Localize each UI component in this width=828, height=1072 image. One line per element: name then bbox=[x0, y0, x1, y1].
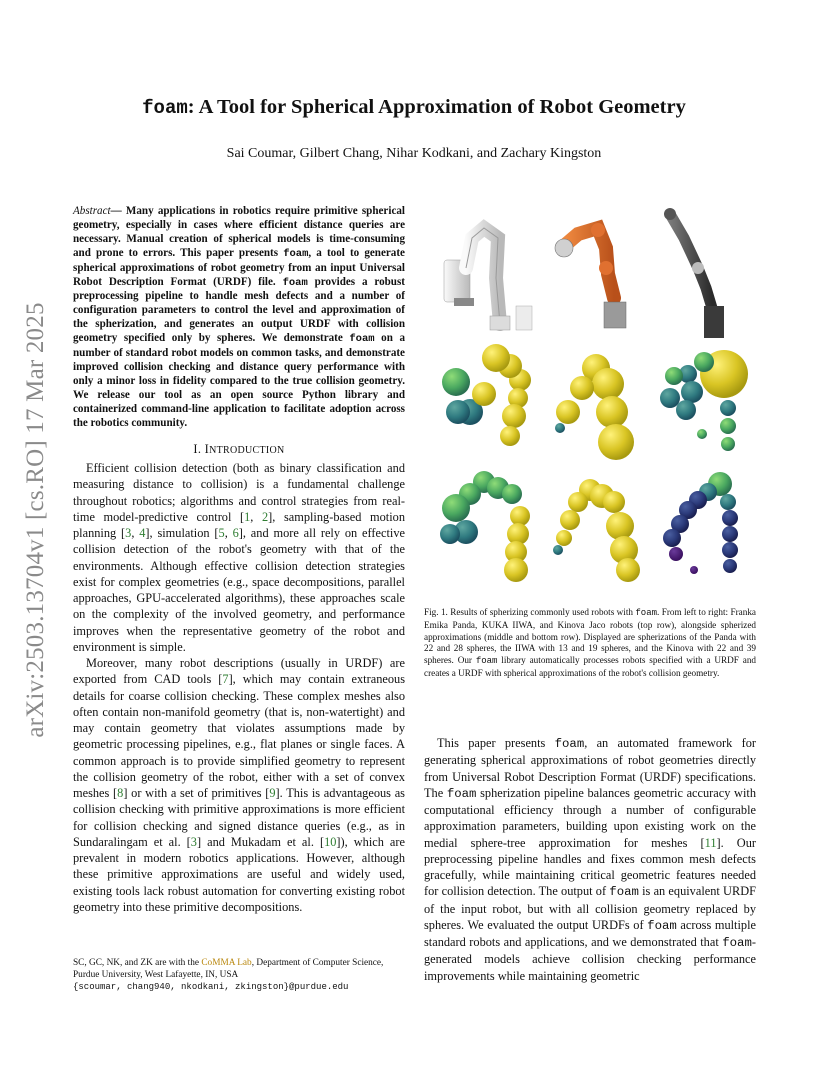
arxiv-identifier: arXiv:2503.13704v1 [cs.RO] 17 Mar 2025 bbox=[22, 302, 49, 738]
text: ], and more all rely on effective collision detection of the robot's geometry with that of the environments. Although effective collision detection strategies exist for complex geometries (e.g., space decompositions, parallel approaches, GPU-accelerated algorithms), these approaches scale on the complexity of the involved geometry, and performance improves when the representative geometry of the robot and environment is simple. bbox=[73, 526, 405, 654]
kinova-robot-mesh bbox=[664, 208, 724, 338]
kuka-spheres-19 bbox=[553, 479, 640, 582]
text: ], which may contain extraneous details for coarse collision checking. These complex meshes also often contain non-manifold geometry (that is, non-watertight) and may contain geometry that violates assumptions made by geometric processing pipelines, e.g., flat planes or single faces. A common approach is to provide simplified geometry to represent the collision geometry of the robot, either with a set of convex meshes [ bbox=[73, 672, 406, 800]
citation-link[interactable]: 9 bbox=[269, 786, 276, 800]
text: ] and Mukadam et al. [ bbox=[196, 834, 325, 849]
text: Fig. 1. Results of spherizing commonly used robots with bbox=[424, 607, 636, 617]
citation-link[interactable]: 2 bbox=[261, 509, 269, 524]
text: ]. Our preprocessing pipeline handles and fixes common mesh defects gracefully, while maintaining critical geometric features needed for collision detection. The output of bbox=[424, 835, 756, 899]
inline-code: foam bbox=[722, 936, 752, 950]
abstract-text: — Many applications in robotics require primitive spherical geometry, especially in cases where efficient distance queries are necessary. Manual creation of spherical models is time-consuming and prone to errors. This paper presents bbox=[73, 205, 405, 259]
text: . From left to right: Franka Emika Panda, KUKA IIWA, and Kinova Jaco robots (top row), alongside spherized approximations (middle and bottom row). Displayed are spherizations of the Panda with 22 and 28 spheres, the IIWA with 13 and 19 spheres, and the Kinova with 22 and 39 spheres. Our bbox=[424, 607, 756, 666]
inline-code: foam bbox=[554, 737, 585, 751]
section-heading bbox=[73, 442, 405, 457]
text: spherization pipeline balances geometric accuracy with computational efficiency through a number of configurable approximation parameters, building upon existing work on the medial sphere-tree approximation for meshes [ bbox=[424, 785, 756, 850]
arxiv-sidebar bbox=[12, 280, 60, 760]
citation-link[interactable]: 4 bbox=[139, 526, 146, 540]
citation-link[interactable]: 10 bbox=[324, 834, 337, 849]
text: ]. This is advantageous as collision checking with primitive approximations is more efficient for collision checking and signed distance queries (e.g., as in Sundaralingam et al. [ bbox=[73, 786, 405, 849]
introduction-body bbox=[73, 460, 405, 915]
text: This paper presents bbox=[437, 736, 555, 750]
text: ]), which are prevalent in modern robotics applications. However, although these primitive approximations are useful and widely used, existing tools lack robust automation for converting existing robot geometry into these primitive decompositions. bbox=[73, 834, 405, 914]
right-column-body bbox=[424, 735, 756, 984]
citation-link[interactable]: 6 bbox=[232, 526, 239, 540]
kinova-spheres-22 bbox=[660, 350, 748, 451]
panda-spheres-22 bbox=[442, 344, 531, 446]
paper-title bbox=[0, 96, 828, 119]
abstract-text: , a tool to generate spherical approximations of robot geometry from an input Universal Robot Description Format (URDF) file. bbox=[73, 246, 405, 288]
text: ], sampling-based motion planning [ bbox=[73, 509, 405, 540]
inline-code: foam bbox=[635, 608, 658, 618]
text: Moreover, many robot descriptions (usually in URDF) are exported from CAD tools [ bbox=[73, 656, 405, 687]
author-list: Sai Coumar, Gilbert Chang, Nihar Kodkani, and Zachary Kingston bbox=[226, 146, 602, 161]
right-paragraph bbox=[424, 735, 756, 984]
text: ] or with a set of primitives [ bbox=[123, 786, 270, 800]
text: ], simulation [ bbox=[145, 526, 219, 540]
title-text: : A Tool for Spherical Approximation of Robot Geometry bbox=[187, 96, 686, 118]
citation-link[interactable]: 8 bbox=[117, 786, 124, 800]
inline-code: foam bbox=[282, 276, 308, 289]
kuka-robot-mesh bbox=[555, 223, 626, 328]
title-code: foam bbox=[142, 97, 188, 119]
text: is an equivalent URDF of the input robot, but with all collision geometry replaced by spheres. We evaluated the output URDFs of bbox=[424, 884, 756, 932]
citation-link[interactable]: 5 bbox=[218, 526, 225, 540]
abstract-text: on a number of standard robot models on common tasks, and demonstrate improved collision checking and distance query performance with only a minor loss in fidelity compared to the true collision geometry. We release our tool as an open source Python library and containerized command-line application to facilitate adoption across the robotics community. bbox=[73, 332, 405, 429]
citation-link[interactable]: 3 bbox=[190, 834, 197, 849]
abstract-text: provides a robust preprocessing pipeline to handle mesh defects and a number of configuration parameters to control the level and approximation of the spherization, and generates an output URDF with collision geometry specified only by spheres. We demonstrate bbox=[73, 275, 405, 345]
section-title-rest: NTRODUCTION bbox=[209, 445, 285, 456]
kuka-spheres-13 bbox=[555, 354, 634, 460]
citation-link[interactable]: 11 bbox=[704, 835, 717, 850]
figure-robots bbox=[436, 198, 761, 594]
panda-robot-mesh bbox=[444, 228, 532, 330]
affiliation-footnote bbox=[73, 957, 405, 994]
abstract-label: Abstract bbox=[73, 205, 111, 217]
text: , Department of Computer Science, Purdue University, West Lafayette, IN, USA bbox=[73, 958, 384, 981]
inline-code: foam bbox=[647, 918, 677, 933]
text: library automatically processes robots specified with a URDF and creates a URDF with spherical approximations of the robot's collision geometry. bbox=[424, 655, 757, 678]
lab-link[interactable]: CoMMA Lab bbox=[201, 958, 252, 968]
panda-spheres-28 bbox=[440, 471, 530, 582]
kinova-spheres-39 bbox=[663, 472, 738, 574]
text: , an automated framework for generating spherical approximations of robot geometries directly from Universal Robot Description Format (URDF) specifications. The bbox=[424, 736, 756, 800]
intro-paragraph-2 bbox=[73, 655, 405, 915]
figure-caption bbox=[424, 607, 756, 680]
section-title-initial: I bbox=[204, 442, 210, 456]
abstract bbox=[73, 205, 405, 431]
section-numeral: I. bbox=[193, 442, 205, 456]
inline-code: foam bbox=[283, 247, 309, 260]
author-emails: {scoumar, chang940, nkodkani, zkingston}@purdue.edu bbox=[73, 982, 349, 993]
citation-link[interactable]: 3 bbox=[125, 526, 132, 540]
inline-code: foam bbox=[475, 656, 498, 667]
inline-code: foam bbox=[609, 885, 639, 900]
inline-code: foam bbox=[446, 786, 477, 801]
text: across multiple standard robots and applications, and we demonstrated that bbox=[424, 917, 756, 949]
text: SC, GC, NK, and ZK are with the bbox=[73, 958, 202, 968]
citation-link[interactable]: 7 bbox=[222, 672, 229, 687]
text: Efficient collision detection (both as binary classification and measuring distance to collision) is a fundamental challenge throughout robotics; algorithms and control strategies from real-time model-predictive control [ bbox=[73, 461, 405, 524]
citation-link[interactable]: 1 bbox=[244, 509, 251, 524]
intro-paragraph-1: Efficient collision detection (both as binary classification and measuring distance to collision) is a fundamental challenge throughout robotics; algorithms and control strategies from real-time model-predictive control [1, 2], sampling-based motion planning [3, 4], simulation [5, 6], and more all rely on effective collision detection of the robot's geometry with that of the environments. Although effective collision detection strategies exist for complex geometries (e.g., space decompositions, parallel approaches, GPU-accelerated algorithms), these approaches scale on the complexity of the involved geometry, and performance improves when the representative geometry of the robot and environment is simple. bbox=[73, 461, 405, 654]
inline-code: foam bbox=[349, 333, 375, 346]
text: -generated models achieve collision checking performance improvements while maintaining geometric bbox=[424, 935, 756, 983]
